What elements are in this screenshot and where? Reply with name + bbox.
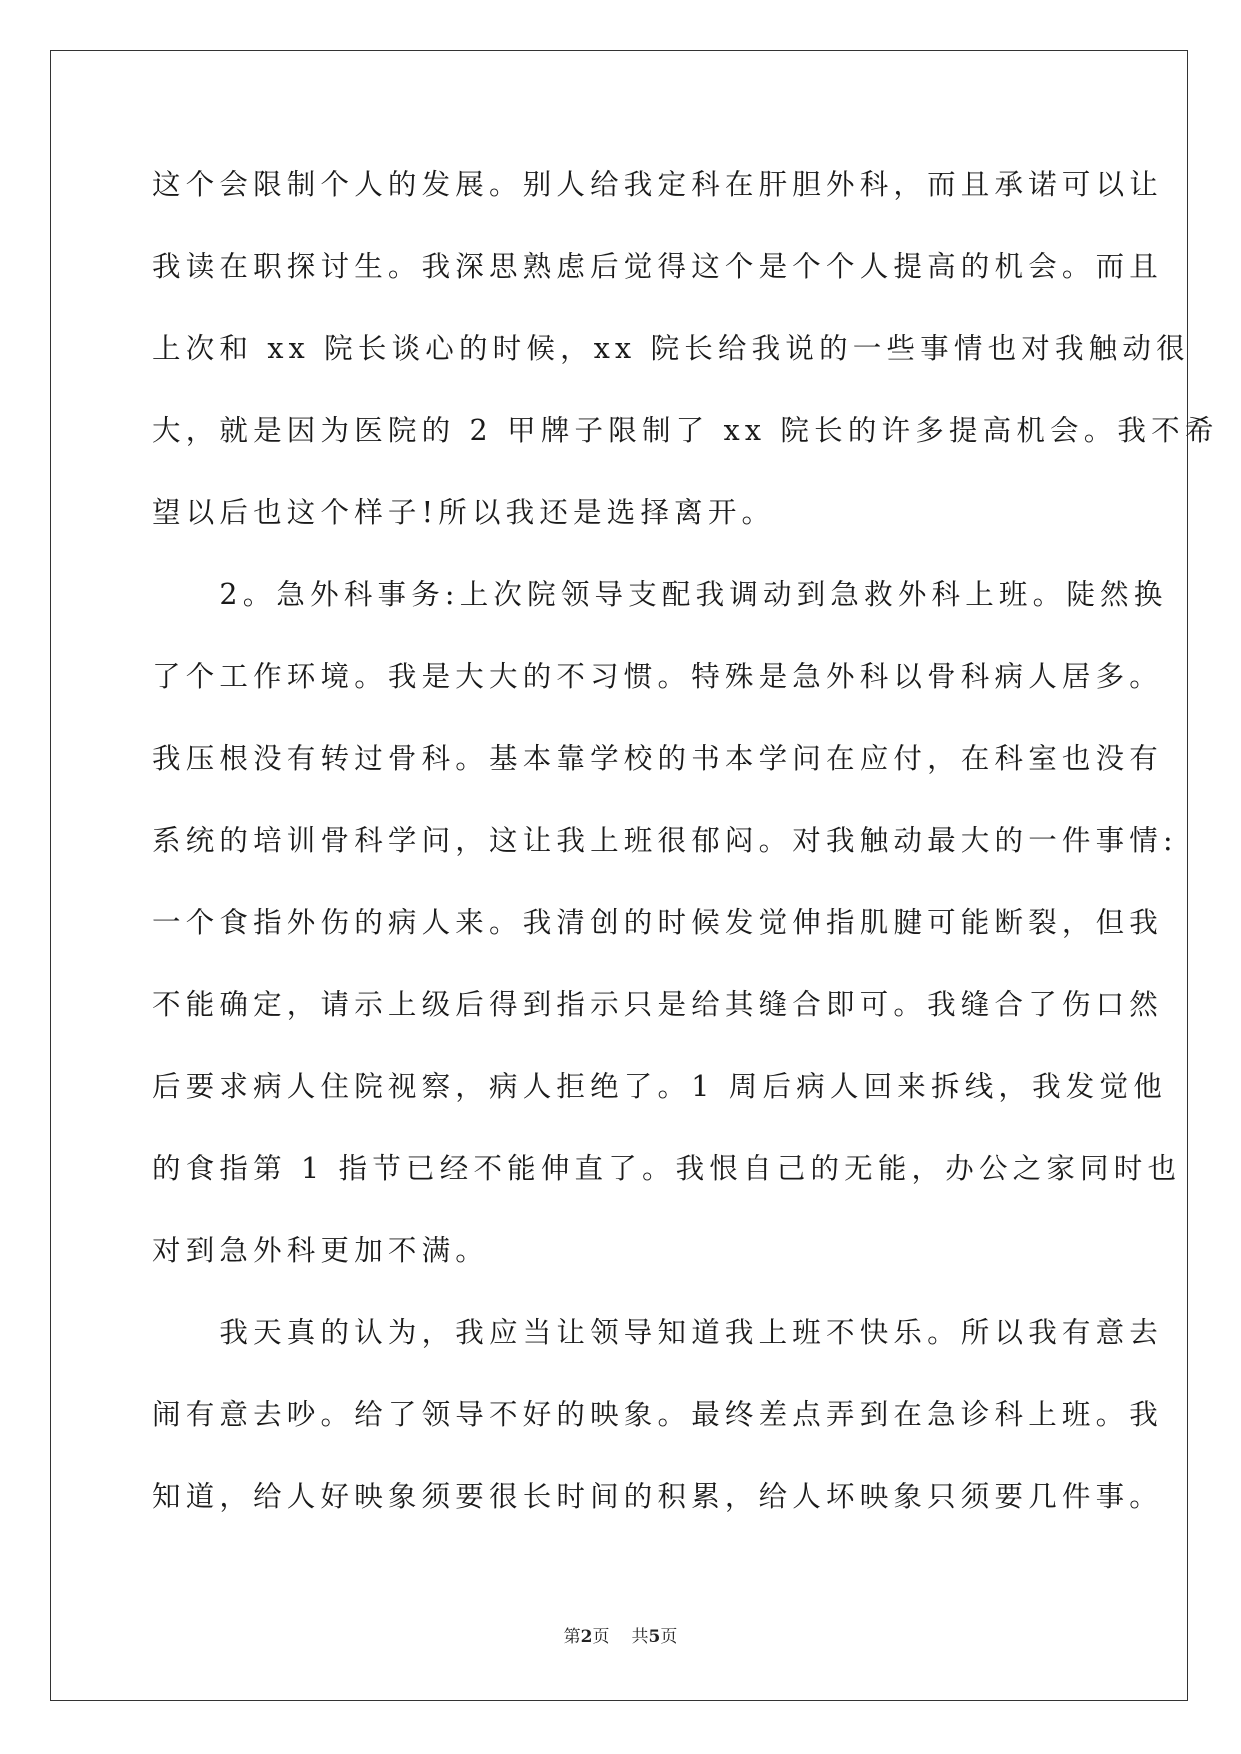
text-line: 不能确定，请示上级后得到指示只是给其缝合即可。我缝合了伤口然 bbox=[152, 988, 1164, 1021]
text-line: 了个工作环境。我是大大的不习惯。特殊是急外科以骨科病人居多。 bbox=[152, 660, 1164, 693]
text-line: 我读在职探讨生。我深思熟虑后觉得这个是个个人提高的机会。而且 bbox=[152, 250, 1164, 283]
page-footer bbox=[0, 1622, 1241, 1647]
text-line: 这个会限制个人的发展。别人给我定科在肝胆外科，而且承诺可以让 bbox=[152, 168, 1164, 201]
text-line: 2。急外科事务:上次院领导支配我调动到急救外科上班。陡然换 bbox=[152, 578, 1168, 611]
footer-current-page: 2 bbox=[580, 1627, 593, 1647]
text-line: 望以后也这个样子!所以我还是选择离开。 bbox=[152, 496, 776, 529]
text-line: 后要求病人住院视察，病人拒绝了。1 周后病人回来拆线，我发觉他 bbox=[152, 1070, 1167, 1103]
text-line: 闹有意去吵。给了领导不好的映象。最终差点弄到在急诊科上班。我 bbox=[152, 1398, 1164, 1431]
footer-page-suffix: 页 bbox=[592, 1627, 610, 1647]
text-line: 我天真的认为，我应当让领导知道我上班不快乐。所以我有意去 bbox=[152, 1316, 1164, 1349]
footer-page-prefix: 第 bbox=[563, 1627, 581, 1647]
footer-total-suffix: 页 bbox=[660, 1627, 678, 1647]
text-line: 的食指第 1 指节已经不能伸直了。我恨自己的无能，办公之家同时也 bbox=[152, 1152, 1182, 1185]
footer-total-pages: 5 bbox=[648, 1627, 661, 1647]
text-line: 对到急外科更加不满。 bbox=[152, 1234, 490, 1267]
text-line: 大，就是因为医院的 2 甲牌子限制了 xx 院长的许多提高机会。我不希 bbox=[152, 414, 1219, 447]
text-line: 上次和 xx 院长谈心的时候，xx 院长给我说的一些事情也对我触动很 bbox=[152, 332, 1190, 365]
document-body bbox=[152, 160, 1219, 1554]
text-line: 知道，给人好映象须要很长时间的积累，给人坏映象只须要几件事。 bbox=[152, 1480, 1164, 1513]
text-line: 一个食指外伤的病人来。我清创的时候发觉伸指肌腱可能断裂，但我 bbox=[152, 906, 1164, 939]
footer-total-prefix: 共 bbox=[631, 1627, 649, 1647]
text-line: 系统的培训骨科学问，这让我上班很郁闷。对我触动最大的一件事情: bbox=[152, 824, 1178, 857]
text-line: 我压根没有转过骨科。基本靠学校的书本学问在应付，在科室也没有 bbox=[152, 742, 1164, 775]
